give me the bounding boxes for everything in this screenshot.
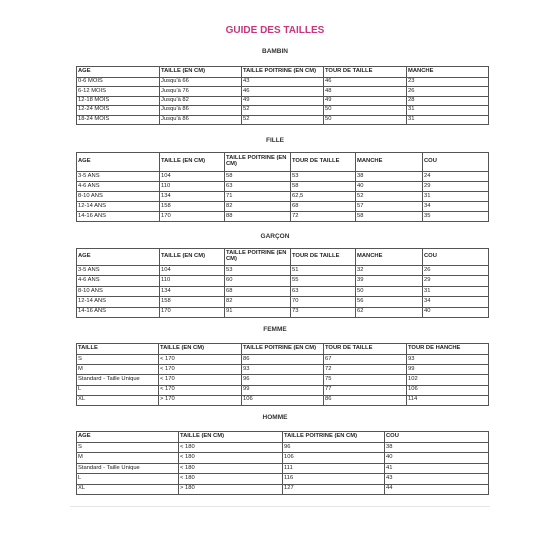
column-header: AGE <box>77 67 160 78</box>
column-header: MANCHE <box>356 249 423 266</box>
table-cell: 72 <box>291 212 356 222</box>
table-cell: 24 <box>423 172 489 182</box>
table-cell: 99 <box>242 385 324 395</box>
table-cell: > 180 <box>179 484 283 494</box>
table-cell: 53 <box>291 172 356 182</box>
table-cell: 116 <box>283 474 385 484</box>
table-cell: 12-24 MOIS <box>77 106 160 115</box>
table-cell: 52 <box>242 115 324 124</box>
table-cell: Standard - Taille Unique <box>77 463 179 473</box>
table-cell: 110 <box>160 182 225 192</box>
table-cell: 6-12 MOIS <box>77 87 160 96</box>
table-row <box>77 106 489 115</box>
table-cell: Jusqu'à 86 <box>160 115 242 124</box>
table-cell: 93 <box>407 355 489 365</box>
table-row <box>77 443 489 453</box>
table-cell: 158 <box>160 202 225 212</box>
table-cell: 26 <box>423 266 489 276</box>
table-cell: XL <box>77 484 179 494</box>
table-cell: 71 <box>225 192 291 202</box>
table-cell: 14-16 ANS <box>77 212 160 222</box>
table-row <box>77 307 489 317</box>
table-header-row <box>77 432 489 443</box>
table-cell: 41 <box>385 463 489 473</box>
table-cell: 86 <box>324 395 407 405</box>
table-cell: 58 <box>225 172 291 182</box>
table-row <box>77 484 489 494</box>
section-title-bambin: BAMBIN <box>262 48 288 55</box>
column-header: AGE <box>77 249 160 266</box>
table-row <box>77 474 489 484</box>
table-cell: 91 <box>225 307 291 317</box>
table-cell: 35 <box>423 212 489 222</box>
table-cell: 0-6 MOIS <box>77 78 160 87</box>
table-cell: 38 <box>356 172 423 182</box>
table-cell: XL <box>77 395 159 405</box>
table-cell: 68 <box>225 286 291 296</box>
column-header: TOUR DE TAILLE <box>324 67 407 78</box>
table-cell: 58 <box>291 182 356 192</box>
table-cell: 114 <box>407 395 489 405</box>
table-cell: 62,5 <box>291 192 356 202</box>
column-header: TAILLE (EN CM) <box>160 249 225 266</box>
table-cell: 158 <box>160 297 225 307</box>
table-cell: 46 <box>242 87 324 96</box>
column-header: TAILLE POITRINE (EN CM) <box>242 67 324 78</box>
table-cell: 40 <box>356 182 423 192</box>
column-header: AGE <box>77 153 160 172</box>
table-cell: 106 <box>242 395 324 405</box>
table-cell: Jusqu'à 86 <box>160 106 242 115</box>
column-header: TAILLE (EN CM) <box>160 67 242 78</box>
table-cell: 75 <box>324 375 407 385</box>
column-header: TOUR DE TAILLE <box>291 249 356 266</box>
table-cell: 96 <box>283 443 385 453</box>
table-cell: 99 <box>407 365 489 375</box>
table-cell: 31 <box>423 192 489 202</box>
table-cell: 73 <box>291 307 356 317</box>
page-title: GUIDE DES TAILLES <box>225 25 325 36</box>
column-header: TAILLE <box>77 344 159 355</box>
table-row <box>77 78 489 87</box>
table-cell: 8-10 ANS <box>77 286 160 296</box>
table-cell: Jusqu'à 66 <box>160 78 242 87</box>
table-row <box>77 385 489 395</box>
table-cell: 48 <box>324 87 407 96</box>
size-table-garcon <box>76 248 489 318</box>
table-row <box>77 463 489 473</box>
table-cell: L <box>77 474 179 484</box>
table-cell: 68 <box>291 202 356 212</box>
table-row <box>77 453 489 463</box>
table-cell: Jusqu'à 76 <box>160 87 242 96</box>
table-cell: 170 <box>160 212 225 222</box>
table-cell: 170 <box>160 307 225 317</box>
table-cell: 50 <box>324 115 407 124</box>
table-cell: 93 <box>242 365 324 375</box>
table-cell: 102 <box>407 375 489 385</box>
section-title-femme: FEMME <box>263 326 287 333</box>
table-cell: Jusqu'à 82 <box>160 96 242 105</box>
table-cell: 18-24 MOIS <box>77 115 160 124</box>
table-row <box>77 276 489 286</box>
table-cell: 39 <box>356 276 423 286</box>
table-cell: M <box>77 453 179 463</box>
table-row <box>77 355 489 365</box>
table-cell: 51 <box>291 266 356 276</box>
table-cell: 14-16 ANS <box>77 307 160 317</box>
table-row <box>77 212 489 222</box>
column-header: COU <box>385 432 489 443</box>
column-header: TAILLE (EN CM) <box>160 153 225 172</box>
table-cell: 57 <box>356 202 423 212</box>
table-cell: < 180 <box>179 453 283 463</box>
table-cell: 31 <box>407 115 489 124</box>
table-cell: 106 <box>283 453 385 463</box>
table-cell: 43 <box>385 474 489 484</box>
table-cell: 3-5 ANS <box>77 266 160 276</box>
table-header-row <box>77 249 489 266</box>
table-cell: < 170 <box>159 385 242 395</box>
table-cell: 3-5 ANS <box>77 172 160 182</box>
table-row <box>77 365 489 375</box>
table-cell: 8-10 ANS <box>77 192 160 202</box>
size-table-homme <box>76 431 489 495</box>
column-header: TAILLE (EN CM) <box>159 344 242 355</box>
table-cell: 32 <box>356 266 423 276</box>
column-header: TAILLE POITRINE (EN CM) <box>225 153 291 172</box>
table-cell: 43 <box>242 78 324 87</box>
table-cell: 134 <box>160 286 225 296</box>
table-cell: 46 <box>324 78 407 87</box>
table-cell: 49 <box>324 96 407 105</box>
table-cell: 44 <box>385 484 489 494</box>
bottom-divider <box>70 506 490 507</box>
table-cell: 82 <box>225 297 291 307</box>
column-header: COU <box>423 249 489 266</box>
table-cell: 67 <box>324 355 407 365</box>
column-header: MANCHE <box>356 153 423 172</box>
table-cell: 28 <box>407 96 489 105</box>
table-cell: S <box>77 355 159 365</box>
column-header: TAILLE (EN CM) <box>179 432 283 443</box>
table-cell: 88 <box>225 212 291 222</box>
table-cell: 55 <box>291 276 356 286</box>
table-row <box>77 286 489 296</box>
section-title-homme: HOMME <box>262 414 288 421</box>
table-cell: < 180 <box>179 463 283 473</box>
table-cell: 56 <box>356 297 423 307</box>
table-cell: < 180 <box>179 443 283 453</box>
table-cell: L <box>77 385 159 395</box>
table-cell: < 180 <box>179 474 283 484</box>
table-cell: 106 <box>407 385 489 395</box>
table-cell: 72 <box>324 365 407 375</box>
table-row <box>77 297 489 307</box>
table-cell: 50 <box>356 286 423 296</box>
table-cell: 134 <box>160 192 225 202</box>
table-cell: M <box>77 365 159 375</box>
table-cell: S <box>77 443 179 453</box>
section-title-garcon: GARÇON <box>260 233 290 240</box>
table-cell: 29 <box>423 182 489 192</box>
table-cell: < 170 <box>159 365 242 375</box>
table-cell: 104 <box>160 172 225 182</box>
table-cell: < 170 <box>159 355 242 365</box>
table-cell: 34 <box>423 297 489 307</box>
column-header: AGE <box>77 432 179 443</box>
table-cell: 62 <box>356 307 423 317</box>
table-row <box>77 202 489 212</box>
table-cell: 58 <box>356 212 423 222</box>
table-cell: 96 <box>242 375 324 385</box>
column-header: TOUR DE TAILLE <box>291 153 356 172</box>
table-cell: 63 <box>225 182 291 192</box>
table-cell: 26 <box>407 87 489 96</box>
size-table-femme <box>76 343 489 406</box>
table-cell: 70 <box>291 297 356 307</box>
table-cell: 12-14 ANS <box>77 202 160 212</box>
table-cell: 52 <box>356 192 423 202</box>
table-row <box>77 96 489 105</box>
table-cell: 40 <box>385 453 489 463</box>
table-header-row <box>77 67 489 78</box>
section-title-fille: FILLE <box>265 137 285 144</box>
column-header: COU <box>423 153 489 172</box>
table-cell: 104 <box>160 266 225 276</box>
table-cell: 31 <box>423 286 489 296</box>
table-cell: Standard - Taille Unique <box>77 375 159 385</box>
table-cell: 4-6 ANS <box>77 182 160 192</box>
table-cell: 77 <box>324 385 407 395</box>
table-cell: 50 <box>324 106 407 115</box>
column-header: TAILLE POITRINE (EN CM) <box>225 249 291 266</box>
table-row <box>77 375 489 385</box>
table-cell: 23 <box>407 78 489 87</box>
table-cell: 60 <box>225 276 291 286</box>
table-row <box>77 192 489 202</box>
table-cell: 40 <box>423 307 489 317</box>
table-cell: 63 <box>291 286 356 296</box>
table-cell: 38 <box>385 443 489 453</box>
table-cell: 4-6 ANS <box>77 276 160 286</box>
table-row <box>77 266 489 276</box>
table-cell: 52 <box>242 106 324 115</box>
table-row <box>77 182 489 192</box>
table-cell: 34 <box>423 202 489 212</box>
table-row <box>77 172 489 182</box>
table-cell: < 170 <box>159 375 242 385</box>
table-cell: 82 <box>225 202 291 212</box>
column-header: TAILLE POITRINE (EN CM) <box>283 432 385 443</box>
size-table-bambin <box>76 66 489 125</box>
column-header: TAILLE POITRINE (EN CM) <box>242 344 324 355</box>
table-header-row <box>77 153 489 172</box>
table-cell: 49 <box>242 96 324 105</box>
column-header: TOUR DE HANCHE <box>407 344 489 355</box>
column-header: MANCHE <box>407 67 489 78</box>
size-table-fille <box>76 152 489 222</box>
table-cell: 12-14 ANS <box>77 297 160 307</box>
table-header-row <box>77 344 489 355</box>
table-cell: 86 <box>242 355 324 365</box>
table-cell: 29 <box>423 276 489 286</box>
table-row <box>77 87 489 96</box>
table-cell: 127 <box>283 484 385 494</box>
table-cell: 12-18 MOIS <box>77 96 160 105</box>
table-cell: 31 <box>407 106 489 115</box>
table-row <box>77 115 489 124</box>
table-row <box>77 395 489 405</box>
table-cell: 53 <box>225 266 291 276</box>
column-header: TOUR DE TAILLE <box>324 344 407 355</box>
table-cell: 110 <box>160 276 225 286</box>
table-cell: > 170 <box>159 395 242 405</box>
table-cell: 111 <box>283 463 385 473</box>
